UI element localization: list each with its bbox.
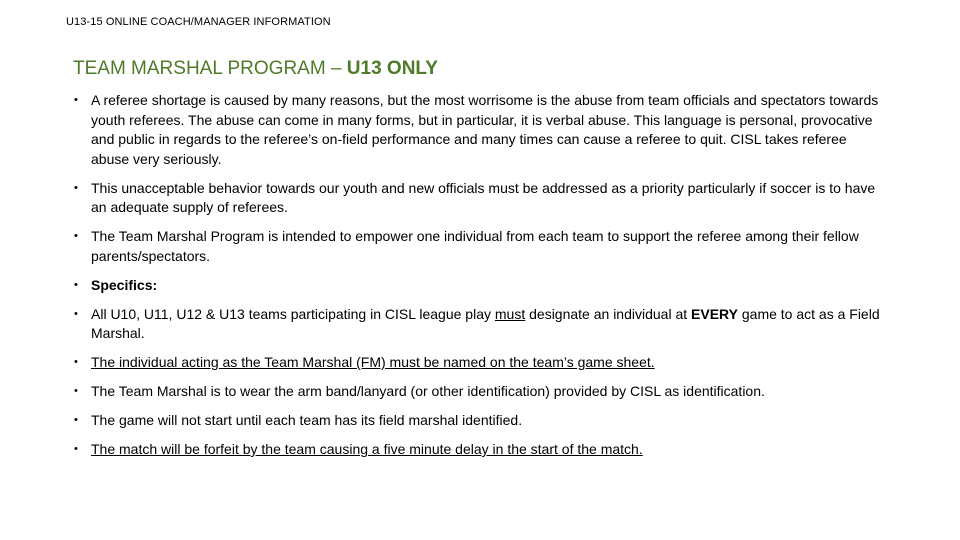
- bullet-item: [73, 91, 888, 169]
- bullet-text-underlined: The match will be forfeit by the team causing a five minute delay in the start of the match.: [91, 441, 643, 457]
- bullet-item: [73, 179, 888, 218]
- bullet-item: [73, 411, 888, 431]
- bullet-item: [73, 227, 888, 266]
- title-prefix: TEAM MARSHAL PROGRAM –: [73, 58, 347, 79]
- specifics-label: Specifics:: [91, 276, 158, 293]
- slide-header: U13-15 ONLINE COACH/MANAGER INFORMATION: [66, 16, 331, 28]
- bullet-item: [73, 276, 888, 296]
- slide-title: [73, 58, 438, 80]
- bullet-item: [73, 382, 888, 402]
- bullet-text-part: game to act as a Field Marshal.: [91, 305, 880, 341]
- bullet-text: The Team Marshal Program is intended to empower one individual from each team to support the referee among their fellow parents/spectators.: [91, 228, 859, 264]
- bullet-text-underlined: The individual acting as the Team Marshal (FM) must be named on the team’s game sheet.: [91, 354, 655, 370]
- bullet-text-part: designate an individual at: [525, 305, 692, 322]
- bullet-item: [73, 440, 888, 460]
- must-emphasis: must: [494, 305, 526, 322]
- bullet-text: This unacceptable behavior towards our youth and new officials must be addressed as a priority particularly if soccer is to have an adequate supply of referees.: [91, 179, 876, 215]
- bullet-text: The Team Marshal is to wear the arm band/lanyard (or other identification) provided by CISL as identification.: [91, 383, 765, 399]
- title-emphasis: U13 ONLY: [346, 58, 438, 79]
- bullet-item: [73, 305, 888, 344]
- bullet-text: The game will not start until each team has its field marshal identified.: [91, 412, 523, 428]
- bullet-item: [73, 353, 888, 373]
- every-emphasis: EVERY: [691, 305, 738, 322]
- bullet-text: A referee shortage is caused by many reasons, but the most worrisome is the abuse from team officials and spectators towards youth referees. The abuse can come in many forms, but in particular, it is verbal abuse. This language is personal, provocative and public in regards to the referee’s on-field performance and many times can cause a referee to quit. CISL takes referee abuse very seriously.: [91, 92, 879, 167]
- bullet-text-part: All U10, U11, U12 & U13 teams participating in CISL league play: [91, 305, 495, 322]
- bullet-list: [73, 91, 888, 469]
